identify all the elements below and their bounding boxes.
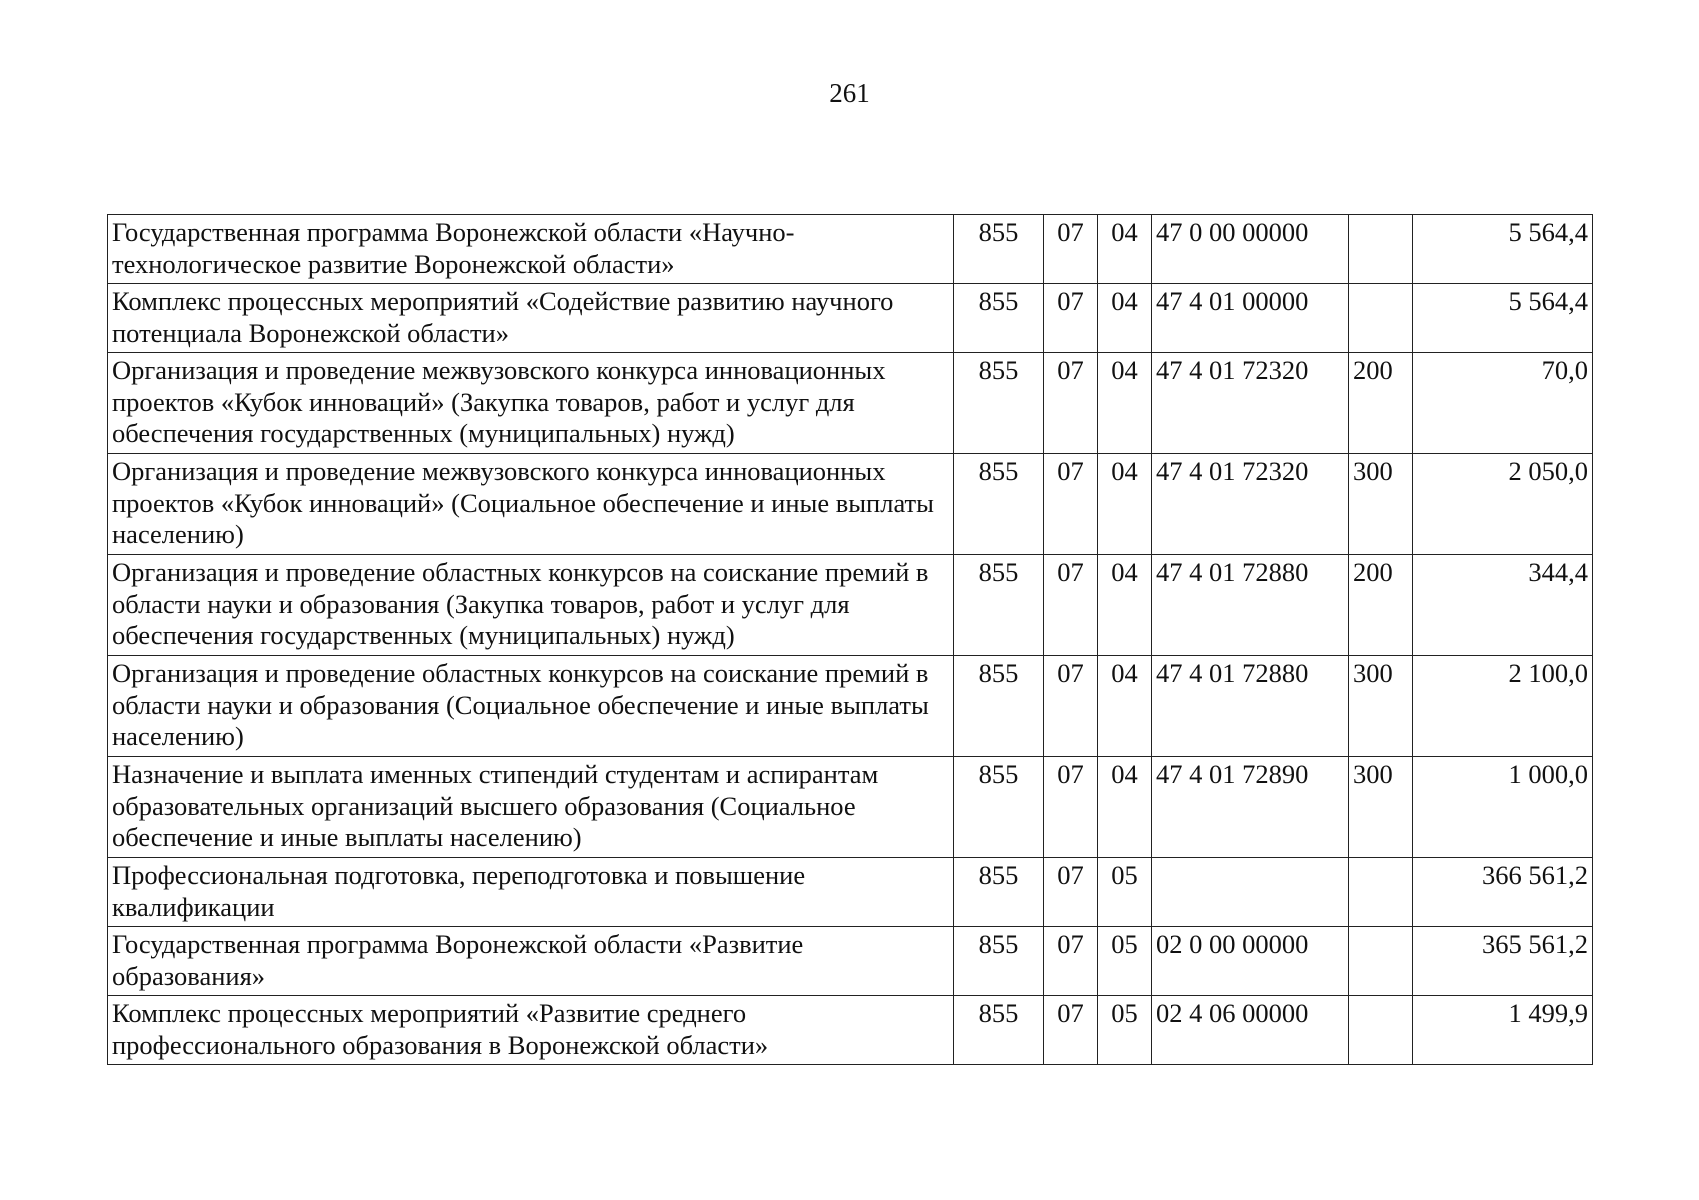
row-csr: 47 4 01 72320: [1152, 353, 1349, 454]
table-row: [108, 284, 1593, 353]
row-csr: 47 4 01 72890: [1152, 757, 1349, 858]
table-row: [108, 927, 1593, 996]
page-number: 261: [829, 78, 870, 108]
row-sum: 5 564,4: [1413, 284, 1593, 353]
row-sum: 5 564,4: [1413, 215, 1593, 284]
row-vr: 300: [1349, 656, 1413, 757]
row-ved: 855: [954, 284, 1044, 353]
row-pr: 04: [1098, 215, 1152, 284]
row-csr: 47 4 01 72320: [1152, 454, 1349, 555]
row-pr: 04: [1098, 555, 1152, 656]
row-csr: 47 4 01 72880: [1152, 656, 1349, 757]
row-ved: 855: [954, 757, 1044, 858]
row-name: Организация и проведение межвузовского конкурса инновационных проектов «Кубок инноваций» (Социальное обеспечение и иные выплаты населению): [108, 454, 954, 555]
table-row: [108, 454, 1593, 555]
row-rz: 07: [1044, 454, 1098, 555]
row-rz: 07: [1044, 555, 1098, 656]
row-vr: 300: [1349, 757, 1413, 858]
table-row: [108, 858, 1593, 927]
table-row: [108, 996, 1593, 1065]
row-csr: 47 4 01 72880: [1152, 555, 1349, 656]
row-ved: 855: [954, 996, 1044, 1065]
row-pr: 04: [1098, 284, 1152, 353]
table-row: [108, 555, 1593, 656]
row-sum: 2 050,0: [1413, 454, 1593, 555]
row-sum: 70,0: [1413, 353, 1593, 454]
row-sum: 366 561,2: [1413, 858, 1593, 927]
row-ved: 855: [954, 454, 1044, 555]
row-pr: 05: [1098, 858, 1152, 927]
row-sum: 1 499,9: [1413, 996, 1593, 1065]
table-row: [108, 757, 1593, 858]
row-rz: 07: [1044, 858, 1098, 927]
row-pr: 05: [1098, 996, 1152, 1065]
row-pr: 04: [1098, 353, 1152, 454]
row-vr: [1349, 996, 1413, 1065]
row-pr: 04: [1098, 656, 1152, 757]
row-name: Государственная программа Воронежской области «Развитие образования»: [108, 927, 954, 996]
row-ved: 855: [954, 353, 1044, 454]
row-pr: 04: [1098, 454, 1152, 555]
table-row: [108, 215, 1593, 284]
row-rz: 07: [1044, 284, 1098, 353]
row-pr: 05: [1098, 927, 1152, 996]
row-name: Организация и проведение областных конкурсов на соискание премий в области науки и образования (Социальное обеспечение и иные выплаты населению): [108, 656, 954, 757]
row-sum: 344,4: [1413, 555, 1593, 656]
row-rz: 07: [1044, 353, 1098, 454]
row-name: Государственная программа Воронежской области «Научно-технологическое развитие Воронежской области»: [108, 215, 954, 284]
row-rz: 07: [1044, 656, 1098, 757]
row-name: Комплекс процессных мероприятий «Развитие среднего профессионального образования в Воронежской области»: [108, 996, 954, 1065]
row-csr: 47 4 01 00000: [1152, 284, 1349, 353]
row-vr: 200: [1349, 353, 1413, 454]
row-name: Организация и проведение областных конкурсов на соискание премий в области науки и образования (Закупка товаров, работ и услуг для обеспечения государственных (муниципальных) нужд): [108, 555, 954, 656]
row-ved: 855: [954, 858, 1044, 927]
row-ved: 855: [954, 656, 1044, 757]
row-vr: [1349, 927, 1413, 996]
row-vr: [1349, 215, 1413, 284]
row-name: Назначение и выплата именных стипендий студентам и аспирантам образовательных организаций высшего образования (Социальное обеспечение и иные выплаты населению): [108, 757, 954, 858]
row-csr: 02 0 00 00000: [1152, 927, 1349, 996]
row-vr: [1349, 284, 1413, 353]
row-name: Организация и проведение межвузовского конкурса инновационных проектов «Кубок инноваций» (Закупка товаров, работ и услуг для обеспечения государственных (муниципальных) нужд): [108, 353, 954, 454]
row-vr: 300: [1349, 454, 1413, 555]
row-ved: 855: [954, 215, 1044, 284]
row-csr: [1152, 858, 1349, 927]
row-sum: 365 561,2: [1413, 927, 1593, 996]
table-row: [108, 656, 1593, 757]
row-vr: [1349, 858, 1413, 927]
row-name: Комплекс процессных мероприятий «Содействие развитию научного потенциала Воронежской области»: [108, 284, 954, 353]
row-csr: 47 0 00 00000: [1152, 215, 1349, 284]
row-rz: 07: [1044, 996, 1098, 1065]
row-ved: 855: [954, 927, 1044, 996]
row-rz: 07: [1044, 215, 1098, 284]
row-rz: 07: [1044, 927, 1098, 996]
row-sum: 1 000,0: [1413, 757, 1593, 858]
row-rz: 07: [1044, 757, 1098, 858]
budget-table: [107, 214, 1593, 1065]
row-name: Профессиональная подготовка, переподготовка и повышение квалификации: [108, 858, 954, 927]
row-pr: 04: [1098, 757, 1152, 858]
table-row: [108, 353, 1593, 454]
row-csr: 02 4 06 00000: [1152, 996, 1349, 1065]
row-ved: 855: [954, 555, 1044, 656]
row-vr: 200: [1349, 555, 1413, 656]
row-sum: 2 100,0: [1413, 656, 1593, 757]
